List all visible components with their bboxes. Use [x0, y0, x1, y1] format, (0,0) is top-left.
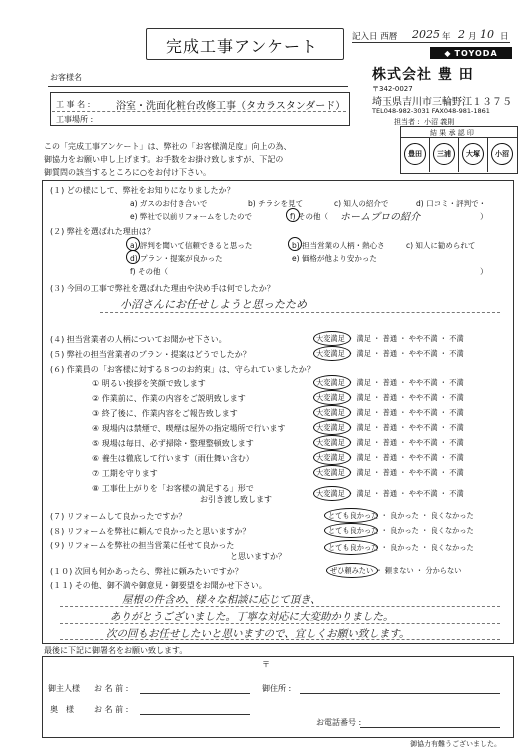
- q6-item-8-circle: [313, 486, 351, 501]
- q2-option-e: e) 価格が他より安かった: [292, 254, 377, 263]
- intro-line-3: 御質問の該当するところに○をお付け下さい。: [44, 168, 211, 177]
- q1-close-paren: ）: [480, 212, 488, 221]
- q5-title: (５) 弊社の担当営業者のプラン・提案はどうでしたか？: [50, 350, 251, 359]
- q1-option-f: f) その他（: [290, 212, 328, 221]
- q6-item-6-rating: 大変満足 ・ 満足 ・ 普通 ・ やや不満 ・ 不満: [316, 453, 464, 462]
- entry-month: 2: [458, 28, 465, 41]
- approval-col-divider: [458, 137, 459, 172]
- q6-item-7-rating: 大変満足 ・ 満足 ・ 普通 ・ やや不満 ・ 不満: [316, 468, 464, 477]
- q11-line-3: [60, 639, 500, 640]
- date-underline: [352, 42, 510, 43]
- q9-title-line1: (９) リフォームを弊社の担当営業に任せて良かった: [50, 541, 235, 550]
- work-name-value: 浴室・洗面化粧台改修工事（タカラスタンダード）: [116, 101, 346, 112]
- work-name-label: 工 事 名 :: [56, 100, 91, 109]
- q11-line-1: [60, 606, 500, 607]
- q9-rating: とても良かった ・ 良かった ・ 良くなかった: [328, 543, 474, 552]
- q6-item-8-line2: お引き渡し致します: [200, 495, 272, 504]
- q11-line-2: [60, 623, 500, 624]
- q6-title: (６) 作業員の「お客様に対する８つのお約束」は、守られていましたか？: [50, 365, 315, 374]
- q6-item-8: ⑧ 工事仕上がりを「お客様の満足する」形で: [92, 484, 254, 493]
- intro-line-1: この「完成工事アンケート」は、弊社の「お客様満足度」向上の為、: [44, 142, 292, 151]
- approval-header: 結 果 承 認 印: [430, 129, 474, 137]
- wife-name-label: お 名 前 :: [94, 705, 129, 714]
- approval-col-divider: [429, 137, 430, 172]
- q5-rating: 大変満足 ・ 満足 ・ 普通 ・ やや不満 ・ 不満: [316, 349, 464, 358]
- signature-instruction: 最後に下記に御署名をお願い致します。: [44, 646, 188, 655]
- q2-option-d: d) プラン・提案が良かった: [130, 254, 223, 263]
- q11-title: (１１) その他、御不満や御意見・御要望をお聞かせ下さい。: [50, 581, 267, 590]
- address-line: [300, 693, 500, 694]
- entry-day: 10: [480, 28, 494, 41]
- phone-label: お電話番号 :: [316, 718, 362, 727]
- q10-rating-circle: [326, 563, 378, 578]
- q6-item-4: ④ 現場内は禁煙で、喫煙は屋外の指定場所で行います: [92, 424, 286, 433]
- q2-option-c: c) 知人に勧められて: [406, 241, 476, 250]
- q1-option-b: b) チラシを見て: [248, 199, 304, 208]
- company-phone: TEL048-982-3031 FAX048-981-1861: [372, 107, 490, 115]
- q6-item-4-circle: [313, 420, 351, 435]
- q6-item-7: ⑦ 工期を守ります: [92, 469, 158, 478]
- intro-line-2: 御協力をお願い申し上げます。お手数をお掛け致しますが、下記の: [44, 155, 284, 164]
- q6-item-8-rating: 大変満足 ・ 満足 ・ 普通 ・ やや不満 ・ 不満: [316, 489, 464, 498]
- q1-option-c: c) 知人の紹介で: [334, 199, 389, 208]
- q10-rating: ぜひ頼みたい ・ 頼まない ・ 分からない: [330, 566, 462, 575]
- q4-title: (４) 担当営業者の人柄についてお聞かせ下さい。: [50, 335, 227, 344]
- husband-label: 御主人様: [48, 684, 80, 693]
- q6-item-3-rating: 大変満足 ・ 満足 ・ 普通 ・ やや不満 ・ 不満: [316, 408, 464, 417]
- q1-other-answer: ホームプロの紹介: [340, 212, 420, 223]
- address-label: 御住所 :: [262, 684, 292, 693]
- q1-option-a: a) ガスのお付き合いで: [130, 199, 208, 208]
- day-unit: 日: [500, 32, 509, 42]
- q1-title: (１) どの様にして、弊社をお知りになりましたか？: [50, 186, 235, 195]
- q2-option-f: f) その他（: [130, 267, 168, 276]
- work-place-label: 工事場所 :: [56, 115, 94, 124]
- q4-rating: 大変満足 ・ 満足 ・ 普通 ・ やや不満 ・ 不満: [316, 334, 464, 343]
- customer-name-line: [48, 86, 348, 87]
- q3-answer-line: [100, 312, 500, 313]
- month-unit: 月: [468, 32, 477, 42]
- brand-logo-icon: ◆: [444, 48, 452, 58]
- q4-rating-circle: [313, 331, 351, 346]
- q8-rating-circle: [324, 523, 378, 538]
- q2-option-b: b) 担当営業の人柄・熱心さ: [292, 241, 385, 250]
- q10-title: (１０) 次回も何かあったら、弊社に頼みたいですか？: [50, 567, 243, 576]
- q2-option-a: a) 評判を聞いて信頼できると思った: [130, 241, 253, 250]
- q3-answer: 小沼さんにお任せしようと思ったため: [120, 298, 307, 311]
- q9-rating-circle: [324, 540, 378, 555]
- work-divider: [52, 111, 346, 112]
- thanks-text: 御協力有難うございました。: [410, 740, 501, 748]
- husband-name-line: [140, 693, 250, 694]
- q2-close-paren: ）: [480, 267, 488, 276]
- q6-item-3: ③ 終了後に、作業内容をご報告致します: [92, 409, 238, 418]
- approval-stamp-konuma: 小沼: [491, 143, 513, 165]
- q6-item-6: ⑥ 養生は徹底して行います（雨仕舞い含む）: [92, 454, 254, 463]
- q7-rating-circle: [324, 508, 378, 523]
- q5-rating-circle: [313, 346, 351, 361]
- q6-item-1: ① 明るい挨拶を笑顔で致します: [92, 379, 206, 388]
- q11-comment-line-3: 次の回もお任せしたいと思いますので、宜しくお願い致します。: [106, 628, 410, 640]
- q6-item-5: ⑤ 現場は毎日、必ず掃除・整理整頓致します: [92, 439, 254, 448]
- q3-title: (３) 今回の工事で弊社を選ばれた理由や決め手は何でしたか？: [50, 284, 275, 293]
- q6-item-6-circle: [313, 450, 351, 465]
- rep-name: 小沼 義則: [424, 118, 455, 126]
- company-address: 埼玉県吉川市三輪野江１３７５: [372, 97, 512, 108]
- brand-logo: [430, 47, 512, 59]
- q6-item-1-rating: 大変満足 ・ 満足 ・ 普通 ・ やや不満 ・ 不満: [316, 378, 464, 387]
- company-name: 株式会社 豊 田: [372, 67, 474, 83]
- q2-option-a-circle: [126, 237, 140, 251]
- q2-title: (２) 弊社を選ばれた理由は？: [50, 227, 155, 236]
- company-postal: 〒342-0027: [372, 85, 413, 93]
- wife-name-line: [140, 714, 250, 715]
- q2-option-d-circle: [126, 250, 140, 264]
- q6-item-5-circle: [313, 435, 351, 450]
- q6-item-2: ② 作業前に、作業の内容をご説明致します: [92, 394, 246, 403]
- year-unit: 年: [442, 32, 451, 42]
- q6-item-5-rating: 大変満足 ・ 満足 ・ 普通 ・ やや不満 ・ 不満: [316, 438, 464, 447]
- q6-item-2-rating: 大変満足 ・ 満足 ・ 普通 ・ やや不満 ・ 不満: [316, 393, 464, 402]
- postal-mark: 〒: [262, 660, 270, 669]
- q7-title: (７) リフォームして良かったですか？: [50, 512, 187, 521]
- survey-title: 完成工事アンケート: [166, 37, 319, 56]
- entry-date-label: 記入日 西暦: [352, 32, 398, 42]
- q1-option-d: d) 口コミ・評判で・: [416, 199, 487, 208]
- q6-item-7-circle: [313, 465, 351, 480]
- entry-year: 2025: [412, 28, 440, 41]
- q6-item-3-circle: [313, 405, 351, 420]
- approval-stamp-toyoda: 豊田: [404, 143, 426, 165]
- husband-name-label: お 名 前 :: [94, 684, 129, 693]
- q6-item-2-circle: [313, 390, 351, 405]
- q6-item-1-circle: [313, 375, 351, 390]
- q11-comment-line-1: 屋根の件含め、様々な相談に応じて頂き、: [122, 594, 321, 606]
- q2-option-b-circle: [288, 237, 302, 251]
- rep-label: 担当者 :: [394, 118, 420, 126]
- q8-rating: とても良かった ・ 良かった ・ 良くなかった: [328, 526, 474, 535]
- approval-col-divider: [487, 137, 488, 172]
- q7-rating: とても良かった ・ 良かった ・ 良くなかった: [328, 511, 474, 520]
- brand-name: TOYODA: [454, 48, 498, 58]
- approval-stamp-otsuka: 大塚: [462, 143, 484, 165]
- q1-option-f-circle: [286, 208, 300, 222]
- q9-title-line2: と思いますか？: [230, 552, 286, 561]
- approval-stamp-miura: 三浦: [433, 143, 455, 165]
- q1-option-e: e) 弊社で以前リフォームをしたので: [130, 212, 253, 221]
- q6-item-4-rating: 大変満足 ・ 満足 ・ 普通 ・ やや不満 ・ 不満: [316, 423, 464, 432]
- signature-box: [42, 656, 514, 738]
- wife-label: 奥 様: [50, 705, 74, 714]
- q8-title: (８) リフォームを弊社に頼んで良かったと思いますか？: [50, 527, 251, 536]
- q11-comment-line-2: ありがとうございました。丁寧な対応に大変助かりました。: [110, 611, 394, 623]
- customer-name-label: お客様名: [50, 73, 82, 82]
- phone-line: [360, 727, 500, 728]
